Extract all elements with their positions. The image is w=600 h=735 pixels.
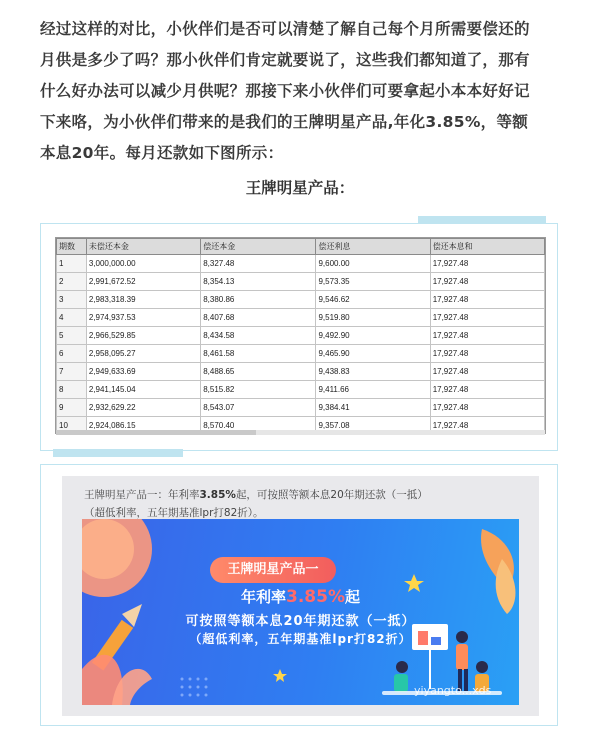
table-cell: 8,354.13: [201, 273, 316, 291]
caption-line-2: （超低利率，五年期基准lpr打82折）。: [84, 507, 264, 519]
table-header-row: [57, 239, 545, 255]
product-caption: [84, 486, 524, 522]
table-cell: 17,927.48: [430, 273, 544, 291]
table-cell: 4: [57, 309, 87, 327]
table-cell: 9,357.08: [316, 417, 430, 435]
table-cell: 2,932,629.22: [86, 399, 200, 417]
watermark-text: yiyangto...xds: [414, 684, 492, 697]
table-cell: 8,327.48: [201, 255, 316, 273]
table-cell: 8,461.58: [201, 345, 316, 363]
banner-rate-value: 3.85%: [286, 587, 345, 607]
intro-paragraph: [40, 14, 568, 169]
table-cell: 2: [57, 273, 87, 291]
table-cell: 8,434.58: [201, 327, 316, 345]
table-cell: 17,927.48: [430, 399, 544, 417]
table-cell: 8,407.68: [201, 309, 316, 327]
banner-rate-suffix: 起: [344, 588, 360, 606]
table-cell: 7: [57, 363, 87, 381]
table-cell: 2,949,633.69: [86, 363, 200, 381]
star-icon: [273, 669, 287, 682]
table-cell: 17,927.48: [430, 291, 544, 309]
table-cell: 8,543.07: [201, 399, 316, 417]
table-row: [57, 291, 545, 309]
table-cell: 1: [57, 255, 87, 273]
table-cell: 8: [57, 381, 87, 399]
table-cell: 17,927.48: [430, 381, 544, 399]
amortization-table-container: [55, 237, 546, 434]
table-cell: 2,941,145.04: [86, 381, 200, 399]
table-cell: 2,958,095.27: [86, 345, 200, 363]
dot-grid-decoration: [181, 678, 208, 697]
caption-prefix: 王牌明星产品一：年利率: [84, 489, 200, 501]
table-cell: 6: [57, 345, 87, 363]
table-cell: 8,515.82: [201, 381, 316, 399]
table-cell: 2,924,086.15: [86, 417, 200, 435]
intro-line: 下来咯，为小伙伴们带来的是我们的王牌明星产品,年化3.85%，等额: [40, 113, 529, 131]
table-row: [57, 327, 545, 345]
table-cell: 8,380.86: [201, 291, 316, 309]
table-cell: 3,000,000.00: [86, 255, 200, 273]
table-cell: 17,927.48: [430, 309, 544, 327]
table-row: [57, 381, 545, 399]
table-cell: 5: [57, 327, 87, 345]
frame-accent-bottom: [53, 449, 183, 457]
product-name-pill: 王牌明星产品一: [210, 557, 336, 583]
table-cell: 10: [57, 417, 87, 435]
intro-line: 月供是多少了吗？那小伙伴们肯定就要说了，这些我们都知道了，那有: [40, 51, 530, 69]
table-cell: 17,927.48: [430, 417, 544, 435]
banner-rate-prefix: 年利率: [240, 588, 286, 606]
table-cell: 17,927.48: [430, 363, 544, 381]
table-row: [57, 273, 545, 291]
caption-line-1: [84, 486, 524, 504]
table-cell: 9,519.80: [316, 309, 430, 327]
table-cell: 2,983,318.39: [86, 291, 200, 309]
table-row: [57, 399, 545, 417]
table-cell: 2,966,529.85: [86, 327, 200, 345]
table-cell: 2,991,672.52: [86, 273, 200, 291]
section-subtitle: 王牌明星产品：: [245, 179, 355, 197]
table-cell: 9: [57, 399, 87, 417]
table-cell: 9,573.35: [316, 273, 430, 291]
caption-suffix: 起，可按照等额本息20年期还款（一抵）: [235, 489, 428, 501]
table-row: [57, 309, 545, 327]
col-header-interest-paid: 偿还利息: [316, 239, 430, 255]
table-horizontal-scrollbar[interactable]: [56, 430, 545, 435]
table-cell: 17,927.48: [430, 255, 544, 273]
table-cell: 9,411.66: [316, 381, 430, 399]
col-header-principal-paid: 偿还本金: [201, 239, 316, 255]
intro-line: 经过这样的对比，小伙伴们是否可以清楚了解自己每个月所需要偿还的: [40, 20, 530, 38]
table-cell: 9,600.00: [316, 255, 430, 273]
table-row: [57, 363, 545, 381]
intro-line: 本息20年。每月还款如下图所示：: [40, 144, 284, 162]
caption-rate: 3.85%: [199, 489, 236, 501]
col-header-total-payment: 偿还本息和: [430, 239, 544, 255]
table-row: [57, 345, 545, 363]
table-cell: 3: [57, 291, 87, 309]
table-cell: 9,438.83: [316, 363, 430, 381]
banner-terms-line: 可按照等额本息20年期还款（一抵）: [185, 614, 416, 629]
table-cell: 9,492.90: [316, 327, 430, 345]
table-cell: 9,546.62: [316, 291, 430, 309]
table-cell: 17,927.48: [430, 345, 544, 363]
table-cell: 17,927.48: [430, 327, 544, 345]
intro-line: 什么好办法可以减少月供呢？那接下来小伙伴们可要拿起小本本好好记: [40, 82, 530, 100]
frame-accent-top: [418, 216, 546, 224]
col-header-period: 期数: [57, 239, 87, 255]
amortization-table: [56, 238, 545, 434]
table-cell: 2,974,937.53: [86, 309, 200, 327]
table-cell: 9,384.41: [316, 399, 430, 417]
col-header-remaining-principal: 未偿还本金: [86, 239, 200, 255]
table-cell: 9,465.90: [316, 345, 430, 363]
table-cell: 8,488.65: [201, 363, 316, 381]
table-row: [57, 255, 545, 273]
banner-rate-line: [82, 586, 519, 607]
table-cell: 8,570.40: [201, 417, 316, 435]
scrollbar-thumb[interactable]: [56, 430, 256, 435]
banner-note-line: （超低利率，五年期基准lpr打82折）: [189, 632, 412, 646]
